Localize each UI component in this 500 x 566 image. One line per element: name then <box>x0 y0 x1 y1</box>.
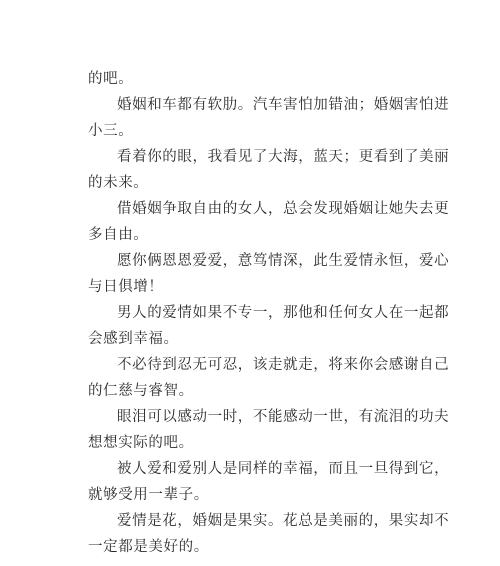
paragraph-line: 愿你俩恩恩爱爱，意笃情深，此生爱情永恒，爱心 <box>117 253 450 269</box>
paragraph-line: 的未来。 <box>88 175 149 191</box>
document-body <box>88 66 450 560</box>
paragraph-line: 的仁慈与睿智。 <box>88 383 194 399</box>
paragraph-line: 被人爱和爱别人是同样的幸福，而且一旦得到它， <box>117 461 450 477</box>
paragraph-line: 会感到幸福。 <box>88 331 179 347</box>
paragraph-line: 小三。 <box>88 123 134 139</box>
paragraph-line: 眼泪可以感动一时，不能感动一世，有流泪的功夫 <box>117 409 450 425</box>
paragraph-line: 就够受用一辈子。 <box>88 487 209 503</box>
paragraph-line: 多自由。 <box>88 227 149 243</box>
paragraph-line: 借婚姻争取自由的女人，总会发现婚姻让她失去更 <box>117 201 450 217</box>
paragraph-line: 的吧。 <box>88 71 134 87</box>
paragraph-line: 想想实际的吧。 <box>88 435 194 451</box>
paragraph-line: 不必待到忍无可忍，该走就走，将来你会感谢自己 <box>117 357 450 373</box>
paragraph-line: 男人的爱情如果不专一，那他和任何女人在一起都 <box>117 305 450 321</box>
paragraph-line: 爱情是花，婚姻是果实。花总是美丽的，果实却不 <box>117 513 450 529</box>
paragraph-line: 看着你的眼，我看见了大海，蓝天；更看到了美丽 <box>117 149 450 165</box>
paragraph-line: 婚姻和车都有软肋。汽车害怕加错油；婚姻害怕进 <box>117 97 450 113</box>
paragraph-line: 一定都是美好的。 <box>88 539 209 555</box>
paragraph-line: 与日俱增！ <box>88 279 164 295</box>
